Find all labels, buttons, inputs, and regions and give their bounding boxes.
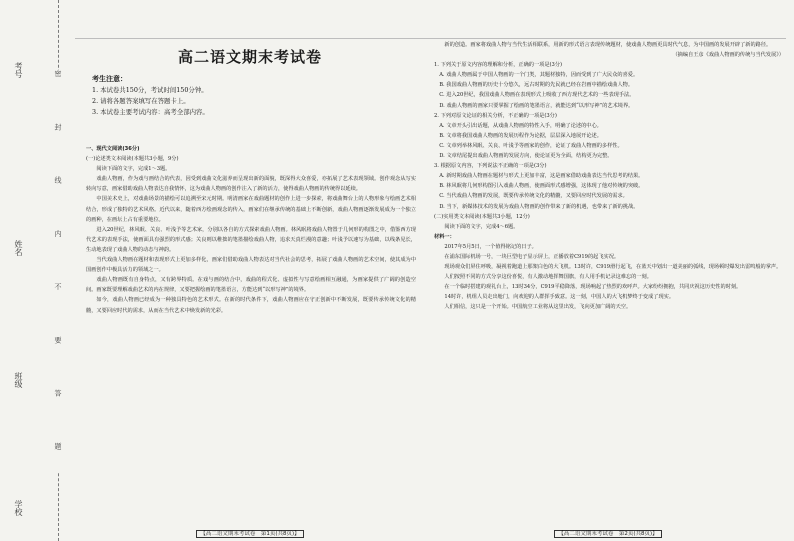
page-footer-2: 【高二语文期末考试卷 第2页(共8页)】: [430, 529, 786, 537]
source-citation: （摘编自王彦《戏曲人物画的传统与当代发展》）: [672, 52, 784, 59]
passage-paragraph: 戏曲人物画既有自身特点，又有跨界特质。在戏与画的结合中，戏曲的程式化、虚拟性与写意绘画相互融通，为画家提供了广阔的创造空间。画家既要理解戏曲艺术的内在规律，又要把握绘画的笔墨语言，方能达到“以形写神”的境界。: [86, 277, 416, 294]
question-3: 3. 根据原文内容，下列说法不正确的一项是(3分): [434, 163, 547, 170]
passage-paragraph: 进入20世纪，林风眠、关良、叶浅予等艺术家，分别以各自的方式探索戏曲人物画。林风眠将戏曲人物置于几何形的构图之中，借鉴西方现代艺术的表现手法，使画面具有强烈的形式感；关良则以稚拙的笔墨描绘戏曲人物，追求天真烂漫的意趣；叶浅予以速写为基础，以线条见长，生动地表现了戏曲人物的动态与神韵。: [86, 226, 416, 253]
passage-paragraph: 中国美术史上，对戏曲场景的描绘可以追溯至宋元时期。明清画家在戏曲题材的创作上进一步探索，将戏曲舞台上的人物形象与绘画艺术相结合，形成了独特的艺术风格。近代以来，随着西方绘画观念的传入，画家们在继承传统的基础上不断创新，戏曲人物画逐渐发展成为一个独立的画种，在画坛上占有重要地位。: [86, 196, 416, 223]
option: B. 林风眠将几何形构图引入戏曲人物画，使画面形式感增强，这体现了他对传统的突破。: [439, 183, 644, 190]
option: C. 文章列举林风眠、关良、叶浅予等画家的创作，论证了戏曲人物画的多样性。: [439, 142, 623, 149]
exam-title: 高二语文期末考试卷: [177, 48, 322, 66]
passage-paragraph: 2017年5月5日，一个值得铭记的日子。: [444, 243, 537, 250]
passage-paragraph: 在一个临时搭建的观礼台上，13时34分，C919平稳降落，现场响起了热烈的欢呼声。大家纷纷拥抱，共同庆祝这历史性的时刻。: [444, 284, 742, 291]
part-heading: (二)实用类文本阅读(本题共3小题，12分): [434, 213, 530, 220]
material-heading: 材料一：: [434, 233, 455, 240]
name-label: 姓名: [14, 240, 23, 256]
notice-item: 1. 本试卷共150分，考试时间150分钟。: [92, 86, 208, 94]
page-1: [80, 0, 420, 541]
reading-passage-2: [434, 40, 784, 313]
section-heading: 一、现代文阅读(36分): [86, 146, 140, 152]
passage-paragraph: 人们相信，这只是一个开始。中国航空工业将从这里出发，飞向更加广阔的天空。: [444, 304, 632, 311]
question-1: 1. 下列关于原文内容的理解和分析，正确的一项是(3分): [434, 62, 563, 69]
page-footer-1: 【高二语文期末考试卷 第1页(共8页)】: [80, 529, 420, 537]
notice-title: 考生注意：: [92, 75, 127, 83]
option: D. 文章结尾提出戏曲人物画的发展方向，使论证更为全面，结构更为完整。: [439, 153, 613, 160]
passage-paragraph: 在浦东国际机场一号，一块巨型电子显示屏上，正播放着C919的起飞实况。: [444, 253, 620, 260]
instruction: 阅读下面的文字，完成4～6题。: [444, 223, 519, 230]
passage-paragraph: 现场观众们屏住呼吸，凝视着跑道上那架白色的大飞机。13时许，C919滑行起飞，在蓝天中划出一道美丽的弧线，现场顿时爆发出雷鸣般的掌声。: [444, 264, 782, 271]
passage-paragraph: 如今，戏曲人物画已经成为一种独具特色的艺术形式。在新的时代条件下，戏曲人物画应在守正创新中不断发展，既要传承传统文化的精髓，又要回应时代的需求，从而在当代艺术中焕发新的光彩。: [86, 297, 416, 314]
option: C. 当代戏曲人物画的发展，既要传承传统文化的精髓，又要回应时代发展的需求。: [439, 193, 628, 200]
binding-margin: [0, 0, 72, 541]
part-heading: (一)论述类文本阅读(本题共3小题，9分): [86, 156, 179, 163]
page-2: [430, 0, 786, 541]
question-2: 2. 下列对原文论证的相关分析，不正确的一项是(3分): [434, 112, 557, 119]
notice-item: 3. 本试卷主要考试内容：高考全部内容。: [92, 108, 209, 116]
option: A. 新时期戏曲人物画在题材与形式上更加丰富，这是画家借助戏曲表达当代思考的结果。: [439, 173, 644, 180]
passage-paragraph: 戏曲人物画，作为戏与画结合的代表，因受到戏曲文化滋养而呈现出新的面貌，既深得大众喜爱，亦拓展了艺术表现领域。创作观念从写实转向写意，画家借助戏曲人物表达自我情怀，这为戏曲人物画的创作注入了新的活力，使得戏曲人物画的传统得以延续。: [86, 176, 416, 193]
notice-item: 2. 请将各题答案填写在答题卡上。: [92, 97, 190, 105]
binding-notice: 密 封 线 内 不 要 答 题: [54, 70, 62, 472]
passage-paragraph: 14时许，机组人员走出舱门，向欢迎的人群挥手致意。这一刻，中国人的大飞机梦终于变成了现实。: [444, 294, 675, 301]
passage-paragraph: 当代戏曲人物画在题材和表现形式上更加多样化，画家们借助戏曲人物表达对当代社会的思考，拓展了戏曲人物画的艺术空间，使其成为中国画创作中极具活力的领域之一。: [86, 257, 416, 274]
reading-passage-1: [86, 144, 416, 316]
option: A. 文章开头引出话题，从戏曲人物画的特性入手，明确了论述的中心。: [439, 122, 602, 129]
exam-notice: [92, 74, 412, 118]
passage-paragraph: 新的创造。画家将戏曲人物与当代生活相联系，用新的形式语言表现传统题材，使戏曲人物画更具时代气息，为中国画的发展开辟了新的路径。: [444, 42, 772, 48]
option: D. 当下，新媒体技术的发展为戏曲人物画的创作带来了新的机遇，也带来了新的挑战。: [439, 203, 639, 210]
option: A. 戏曲人物画属于中国人物画的一个门类，其题材独特，因而受到了广大民众的喜爱。: [439, 72, 639, 79]
school-label: 学校: [14, 500, 23, 516]
option: C. 进入20世纪，我国戏曲人物画在表现形式上吸收了西方现代艺术的一些表现手法。: [439, 92, 635, 99]
option: B. 文章将我国戏曲人物画的发展历程作为论据，层层深入地展开论述。: [439, 132, 602, 139]
exam-number-label: 考号: [14, 62, 23, 78]
option: D. 戏曲人物画的画家只要掌握了绘画的笔墨语言，就能达到“以形写神”的艺术境界。: [439, 102, 634, 109]
option: B. 我国戏曲人物画的历史十分悠久，远古时期的先民就已经在岩画中描绘戏曲人物。: [439, 82, 634, 89]
instruction: 阅读下面的文字，完成1～3题。: [96, 166, 171, 173]
class-label: 班级: [14, 372, 23, 388]
passage-paragraph: 人们按照不同的方式分享这份喜悦，有人激动地挥舞国旗，有人用手机记录这难忘的一刻。: [444, 274, 652, 281]
